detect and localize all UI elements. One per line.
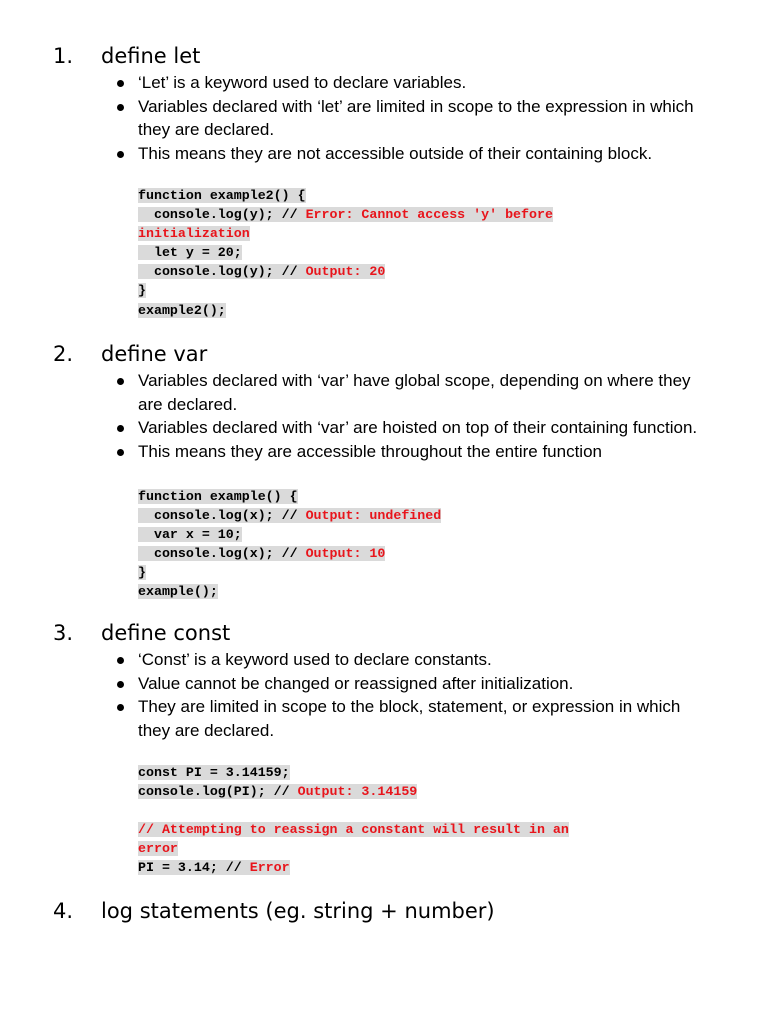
bullet-dot-icon bbox=[117, 104, 124, 111]
bullet-list-var bbox=[117, 369, 698, 463]
bullet-dot-icon bbox=[117, 151, 124, 158]
list-item: ‘Const’ is a keyword used to declare constants. bbox=[117, 648, 698, 672]
bullet-dot-icon bbox=[117, 704, 124, 711]
code-block-var bbox=[138, 487, 441, 602]
list-item: ‘Let’ is a keyword used to declare variables. bbox=[117, 71, 698, 95]
section-title: define let bbox=[101, 44, 201, 68]
bullet-dot-icon bbox=[117, 378, 124, 385]
code-line: function example() { bbox=[138, 489, 298, 504]
code-line: } bbox=[138, 565, 146, 581]
section-title: define const bbox=[101, 621, 231, 645]
section-number: 3. bbox=[53, 621, 74, 645]
section-title: define var bbox=[101, 342, 208, 366]
code-line bbox=[138, 801, 569, 820]
code-line: console.log(y); // Output: 20 bbox=[138, 264, 386, 280]
bullet-dot-icon bbox=[117, 80, 124, 87]
list-item: Variables declared with ‘let’ are limited in scope to the expression in which they are declared. bbox=[117, 95, 698, 142]
code-line: console.log(x); // Output: undefined bbox=[138, 508, 442, 524]
section-heading-log bbox=[53, 897, 495, 925]
section-number: 1. bbox=[53, 44, 74, 68]
code-block-let bbox=[138, 186, 553, 320]
code-line: initialization bbox=[138, 226, 250, 242]
code-line: console.log(PI); // Output: 3.14159 bbox=[138, 784, 418, 800]
bullet-dot-icon bbox=[117, 681, 124, 688]
code-line: // Attempting to reassign a constant will result in an bbox=[138, 822, 569, 838]
bullet-list-let bbox=[117, 71, 698, 165]
list-item: Variables declared with ‘var’ have global scope, depending on where they are declared. bbox=[117, 369, 698, 416]
list-item: This means they are accessible throughout the entire function bbox=[117, 440, 698, 464]
section-number: 2. bbox=[53, 342, 74, 366]
list-item: Value cannot be changed or reassigned after initialization. bbox=[117, 672, 698, 696]
code-line: function example2() { bbox=[138, 188, 306, 203]
code-line: console.log(y); // Error: Cannot access 'y' before bbox=[138, 207, 553, 223]
code-line: var x = 10; bbox=[138, 527, 242, 543]
list-item: This means they are not accessible outside of their containing block. bbox=[117, 142, 698, 166]
code-line: PI = 3.14; // Error bbox=[138, 860, 290, 876]
code-line: example(); bbox=[138, 584, 218, 600]
section-heading-let bbox=[53, 42, 200, 70]
bullet-dot-icon bbox=[117, 425, 124, 432]
code-block-const bbox=[138, 763, 569, 878]
code-line: example2(); bbox=[138, 302, 226, 318]
code-line: console.log(x); // Output: 10 bbox=[138, 546, 386, 562]
section-heading-var bbox=[53, 340, 207, 368]
bullet-dot-icon bbox=[117, 657, 124, 664]
section-number: 4. bbox=[53, 899, 74, 923]
code-line: } bbox=[138, 283, 146, 299]
list-item: Variables declared with ‘var’ are hoisted on top of their containing function. bbox=[117, 416, 698, 440]
code-line: error bbox=[138, 841, 178, 857]
bullet-dot-icon bbox=[117, 449, 124, 456]
section-heading-const bbox=[53, 619, 230, 647]
list-item: They are limited in scope to the block, statement, or expression in which they are declared. bbox=[117, 695, 698, 742]
code-line: const PI = 3.14159; bbox=[138, 765, 290, 780]
bullet-list-const bbox=[117, 648, 698, 742]
section-title: log statements (eg. string + number) bbox=[101, 899, 495, 923]
code-line: let y = 20; bbox=[138, 245, 242, 261]
